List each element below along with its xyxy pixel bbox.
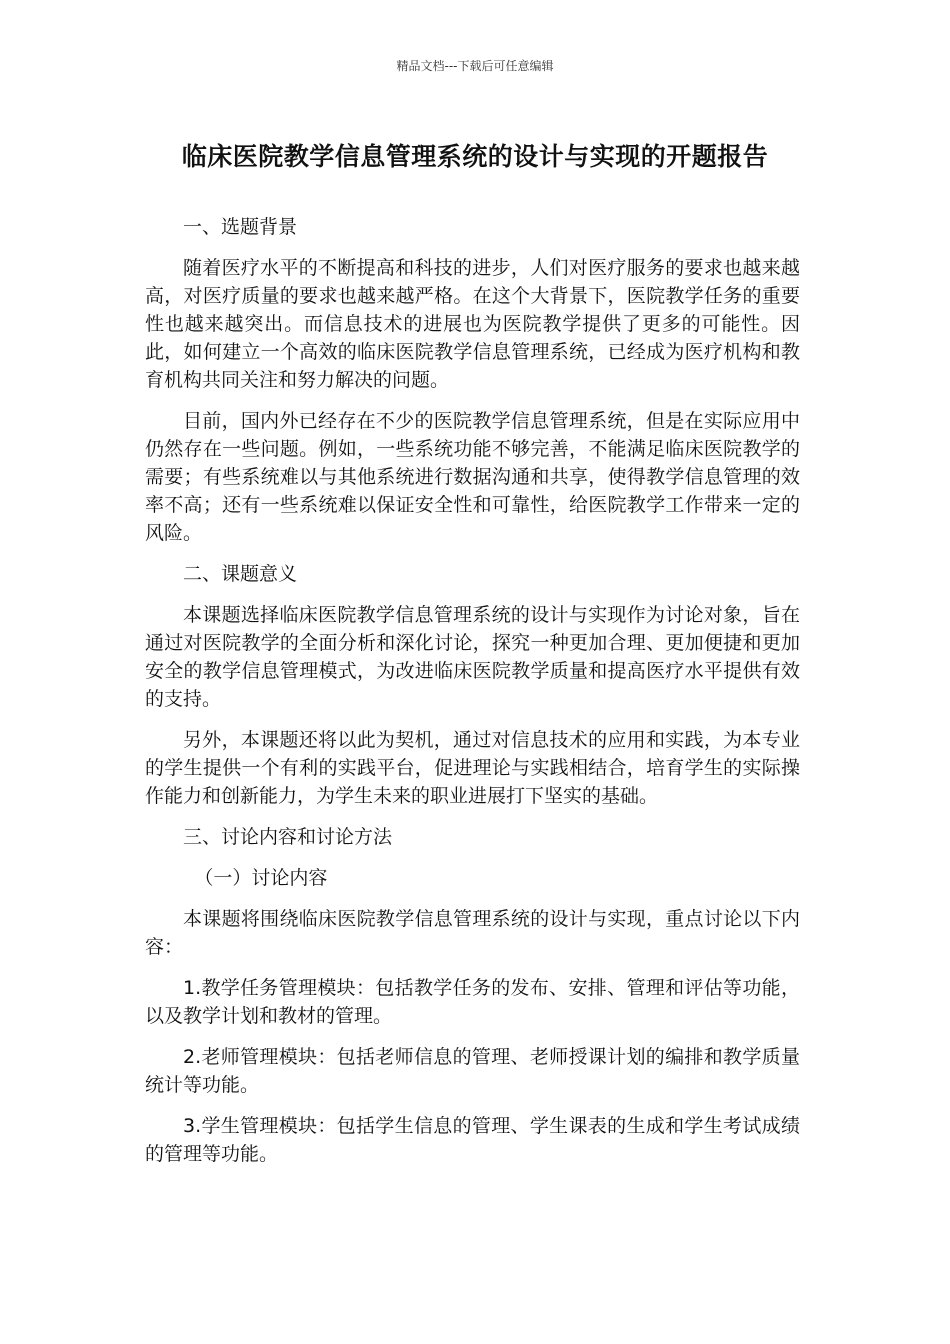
document-body [145,213,800,1181]
subsection-heading-content: （一）讨论内容 [194,867,328,889]
paragraph-content-intro: 本课题将围绕临床医院教学信息管理系统的设计与实现，重点讨论以下内容： [145,908,800,958]
paragraph-significance-2: 另外，本课题还将以此为契机，通过对信息技术的应用和实践，为本专业的学生提供一个有利的实践平台，促进理论与实践相结合，培育学生的实际操作能力和创新能力，为学生未来的职业进展打下坚实的基础。 [145,729,800,807]
section-heading-significance: 二、课题意义 [183,563,298,585]
list-item-teacher-management: 2.老师管理模块：包括老师信息的管理、老师授课计划的编排和教学质量统计等功能。 [145,1046,800,1096]
paragraph-significance-1: 本课题选择临床医院教学信息管理系统的设计与实现作为讨论对象，旨在通过对医院教学的全面分析和深化讨论，探究一种更加合理、更加便捷和更加安全的教学信息管理模式，为改进临床医院教学质量和提高医疗水平提供有效的支持。 [145,604,800,710]
section-heading-content-method: 三、讨论内容和讨论方法 [183,826,393,848]
paragraph-background-1: 随着医疗水平的不断提高和科技的进步，人们对医疗服务的要求也越来越高，对医疗质量的要求也越来越严格。在这个大背景下，医院教学任务的重要性也越来越突出。而信息技术的进展也为医院教学提供了更多的可能性。因此，如何建立一个高效的临床医院教学信息管理系统，已经成为医疗机构和教育机构共同关注和努力解决的问题。 [145,257,800,391]
paragraph-background-2: 目前，国内外已经存在不少的医院教学信息管理系统，但是在实际应用中仍然存在一些问题。例如，一些系统功能不够完善，不能满足临床医院教学的需要；有些系统难以与其他系统进行数据沟通和共享，使得教学信息管理的效率不高；还有一些系统难以保证安全性和可靠性，给医院教学工作带来一定的风险。 [145,410,800,544]
list-item-teaching-task: 1.教学任务管理模块：包括教学任务的发布、安排、管理和评估等功能，以及教学计划和教材的管理。 [145,977,800,1027]
section-heading-background: 一、选题背景 [183,216,298,238]
document-title: 临床医院教学信息管理系统的设计与实现的开题报告 [181,142,769,171]
list-item-student-management: 3.学生管理模块：包括学生信息的管理、学生课表的生成和学生考试成绩的管理等功能。 [145,1115,800,1165]
header-note: 精品文档---下载后可任意编辑 [396,59,554,73]
